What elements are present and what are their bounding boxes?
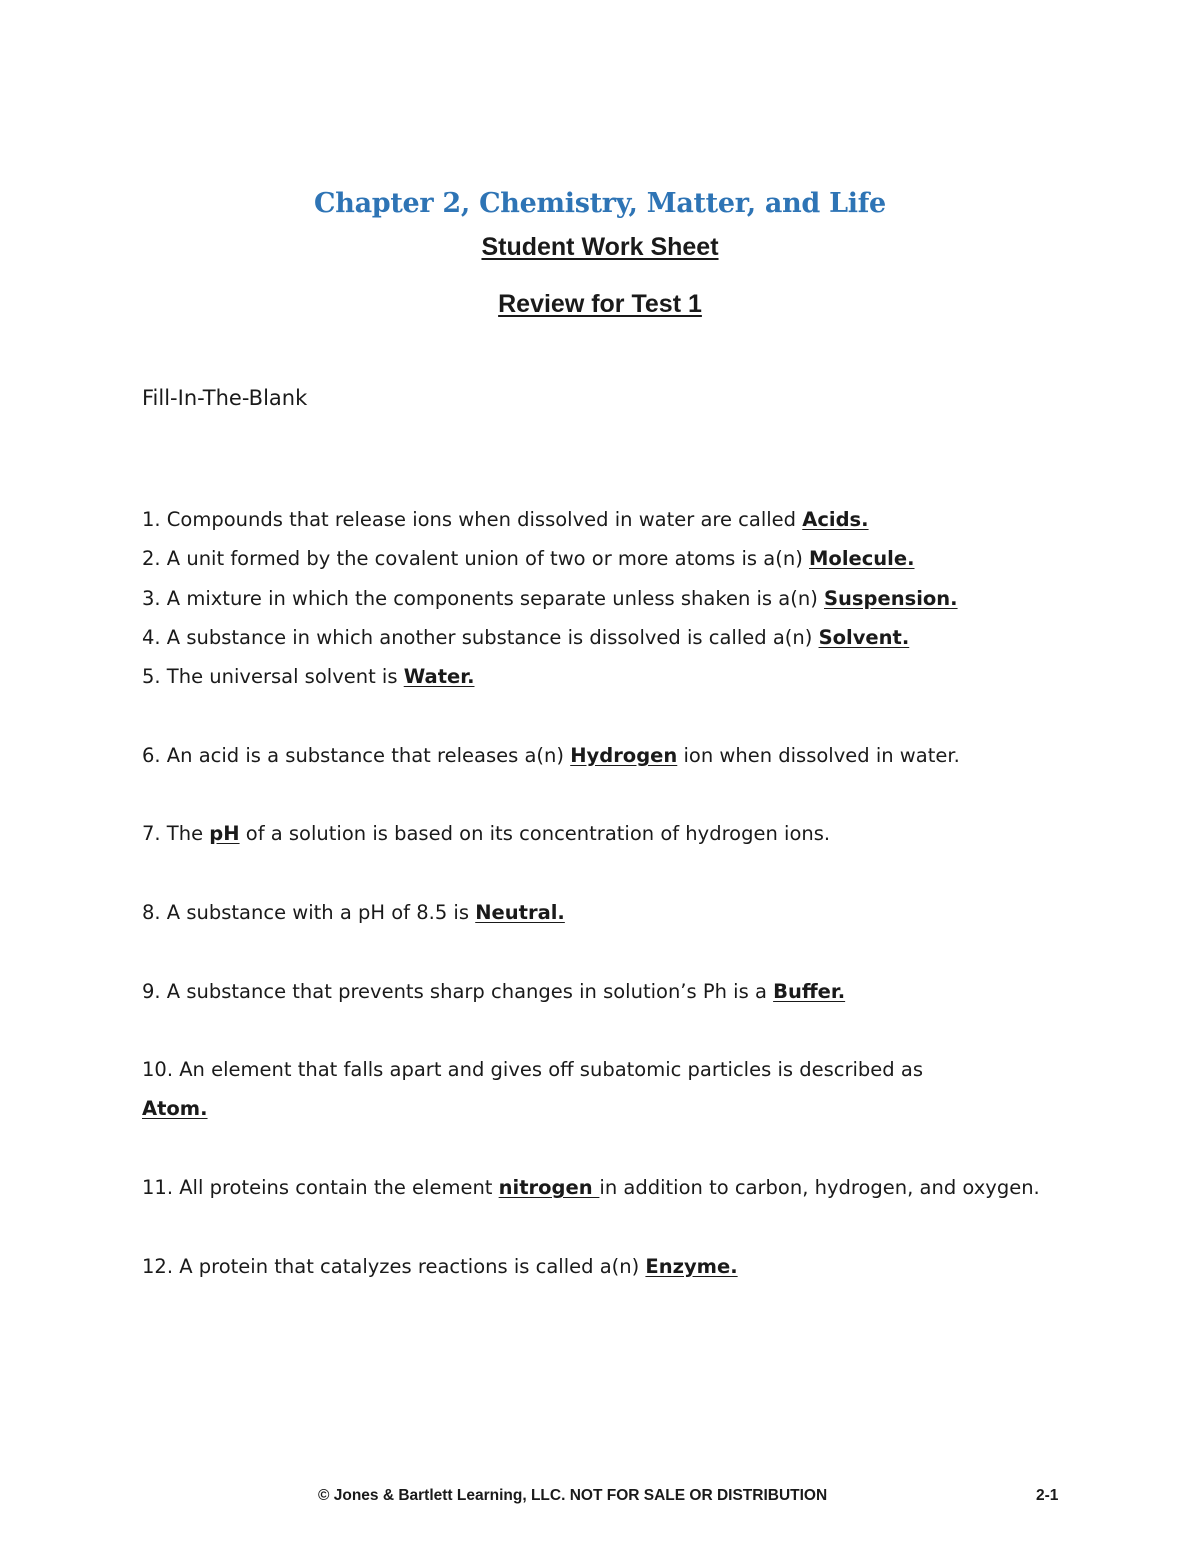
question-item — [142, 618, 1072, 657]
review-heading — [0, 290, 1200, 319]
question-answer: Water. — [403, 665, 475, 689]
copyright-notice: © Jones & Bartlett Learning, LLC. NOT FOR SALE OR DISTRIBUTION — [318, 1487, 828, 1504]
question-answer: Atom. — [142, 1097, 208, 1121]
question-item — [142, 972, 1072, 1011]
question-answer: pH — [209, 822, 240, 846]
question-text-after: ion when dissolved in water. — [677, 743, 960, 767]
question-item — [142, 736, 1072, 775]
question-item — [142, 893, 1072, 932]
worksheet-subtitle — [0, 233, 1200, 262]
question-text: 5. The universal solvent is — [142, 665, 404, 689]
question-answer: Hydrogen — [570, 743, 678, 767]
question-item — [142, 1247, 1072, 1286]
worksheet-subtitle-text: Student Work Sheet — [481, 233, 719, 261]
question-item — [142, 1050, 1072, 1129]
question-answer: Molecule. — [809, 547, 915, 571]
question-item — [142, 539, 1072, 578]
question-list — [142, 500, 1072, 1286]
question-item — [142, 500, 1072, 539]
question-text: 3. A mixture in which the components separate unless shaken is a(n) — [142, 586, 824, 610]
question-text: 4. A substance in which another substance is dissolved is called a(n) — [142, 625, 819, 649]
question-text: 6. An acid is a substance that releases a(n) — [142, 743, 571, 767]
question-text: 2. A unit formed by the covalent union of two or more atoms is a(n) — [142, 547, 810, 571]
page-title: Chapter 2, Chemistry, Matter, and Life — [314, 188, 886, 219]
question-answer: Buffer. — [773, 979, 846, 1003]
question-answer: Acids. — [802, 508, 869, 531]
question-answer: nitrogen — [498, 1176, 600, 1200]
question-text: 7. The — [142, 822, 210, 846]
review-heading-text: Review for Test 1 — [498, 290, 702, 318]
question-answer: Enzyme. — [645, 1254, 738, 1278]
question-text-after: of a solution is based on its concentration of hydrogen ions. — [239, 822, 831, 846]
page-number: 2-1 — [1036, 1487, 1059, 1504]
question-answer: Suspension. — [824, 586, 958, 610]
question-text: 10. An element that falls apart and gives off subatomic particles is described as — [142, 1058, 923, 1082]
section-heading: Fill-In-The-Blank — [142, 386, 308, 410]
question-text: 12. A protein that catalyzes reactions is called a(n) — [142, 1254, 646, 1278]
question-text: 1. Compounds that release ions when dissolved in water are called — [142, 508, 803, 531]
question-text-after: in addition to carbon, hydrogen, and oxygen. — [599, 1176, 1040, 1200]
question-answer: Solvent. — [818, 625, 910, 649]
question-text: 11. All proteins contain the element — [142, 1176, 499, 1200]
question-item — [142, 814, 1072, 853]
question-text: 9. A substance that prevents sharp changes in solution’s Ph is a — [142, 979, 774, 1003]
question-answer: Neutral. — [475, 900, 565, 924]
question-item — [142, 657, 1072, 696]
question-item — [142, 579, 1072, 618]
question-item — [142, 1168, 1072, 1207]
question-text: 8. A substance with a pH of 8.5 is — [142, 900, 476, 924]
